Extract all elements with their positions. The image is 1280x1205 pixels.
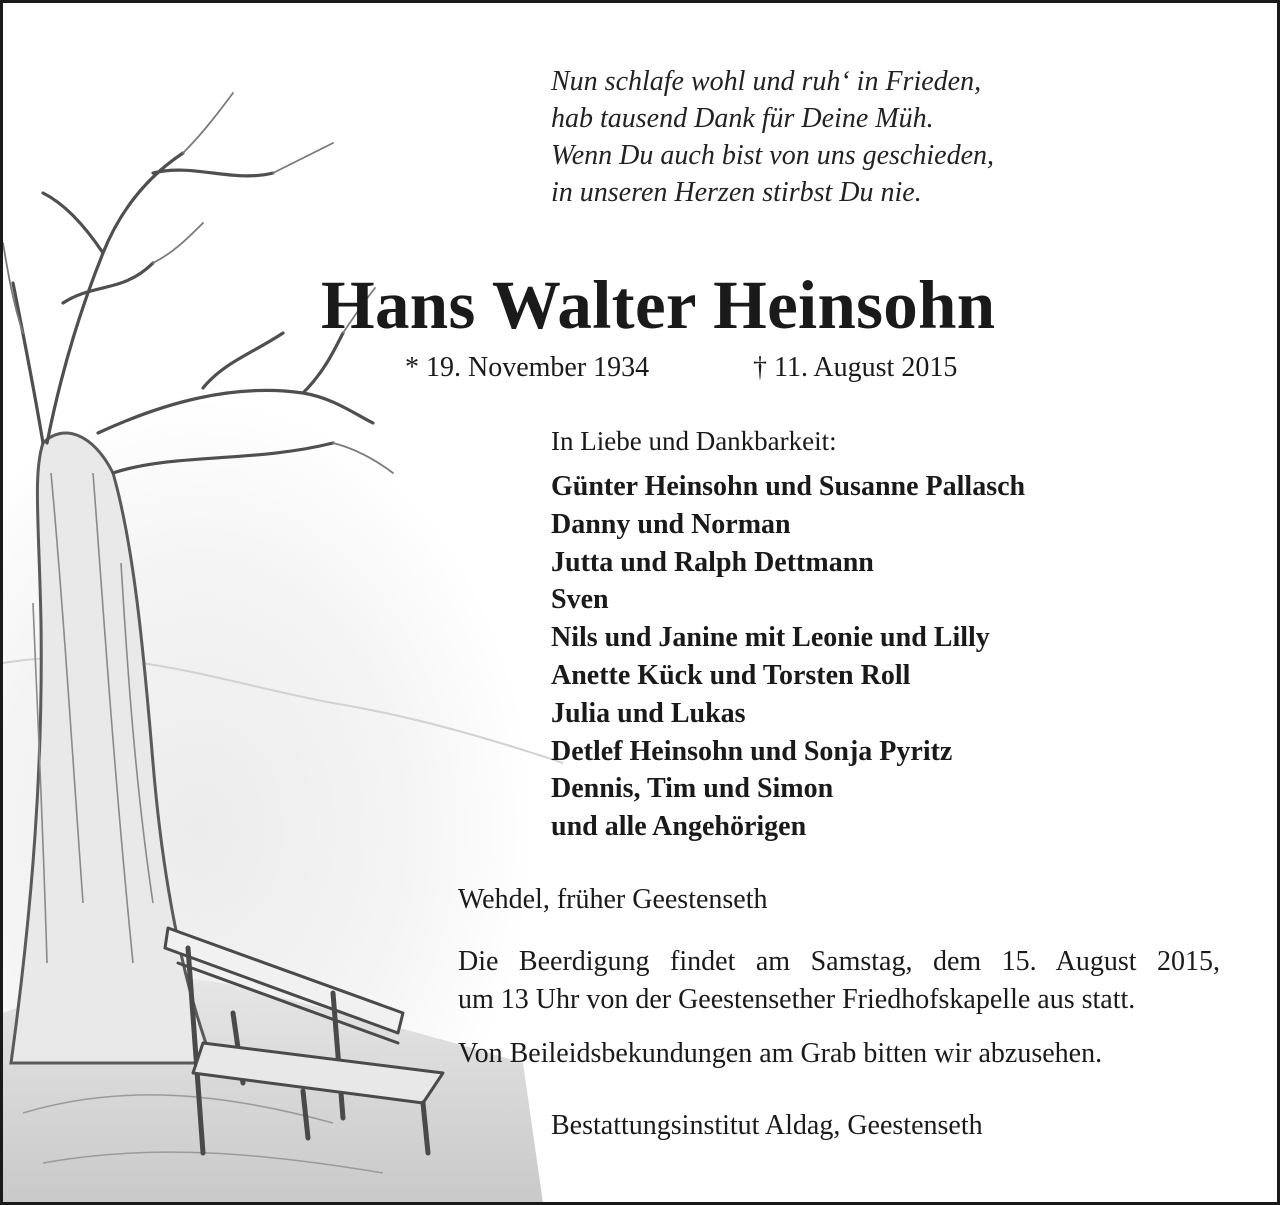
death-date: † 11. August 2015: [753, 352, 958, 383]
mourner-entry: Detlef Heinsohn und Sonja Pyritz: [551, 735, 953, 767]
birth-date: * 19. November 1934: [405, 352, 650, 383]
undertaker-name: Bestattungsinstitut Aldag, Geestenseth: [551, 1110, 983, 1141]
mourner-entry: und alle Angehörigen: [551, 811, 807, 843]
mourner-entry: Anette Kück und Torsten Roll: [551, 659, 911, 691]
mourners-list: [551, 468, 1025, 846]
mourner-entry: Julia und Lukas: [551, 697, 746, 729]
mourner-entry: Günter Heinsohn und Susanne Pallasch: [551, 471, 1026, 502]
poem-line: in unseren Herzen stirbst Du nie.: [551, 177, 922, 208]
mourners-intro: In Liebe und Dankbarkeit:: [551, 426, 837, 456]
deceased-name: Hans Walter Heinsohn: [321, 267, 996, 343]
mourner-entry: Nils und Janine mit Leonie und Lilly: [551, 622, 990, 654]
funeral-place-line: um 13 Uhr von der Geestensether Friedhofskapelle aus statt.: [458, 984, 1136, 1015]
tree-and-bench-sketch-illustration: [3, 3, 603, 1205]
poem-line: Wenn Du auch bist von uns geschieden,: [551, 140, 994, 171]
mourner-entry: Danny und Norman: [551, 508, 791, 540]
poem-line: Nun schlafe wohl und ruh‘ in Frieden,: [551, 66, 982, 97]
funeral-details: [458, 943, 1220, 1019]
mourner-entry: Dennis, Tim und Simon: [551, 773, 834, 805]
mourner-entry: Sven: [551, 584, 609, 616]
condolence-note: Von Beileidsbekundungen am Grab bitten wir abzusehen.: [458, 1038, 1103, 1069]
funeral-date-line: Die Beerdigung findet am Samstag, dem 15. August 2015,: [458, 946, 1220, 977]
mourner-entry: Jutta und Ralph Dettmann: [551, 546, 874, 578]
memorial-poem: [551, 63, 994, 211]
poem-line: hab tausend Dank für Deine Müh.: [551, 103, 934, 134]
residence-location: Wehdel, früher Geestenseth: [458, 884, 768, 915]
